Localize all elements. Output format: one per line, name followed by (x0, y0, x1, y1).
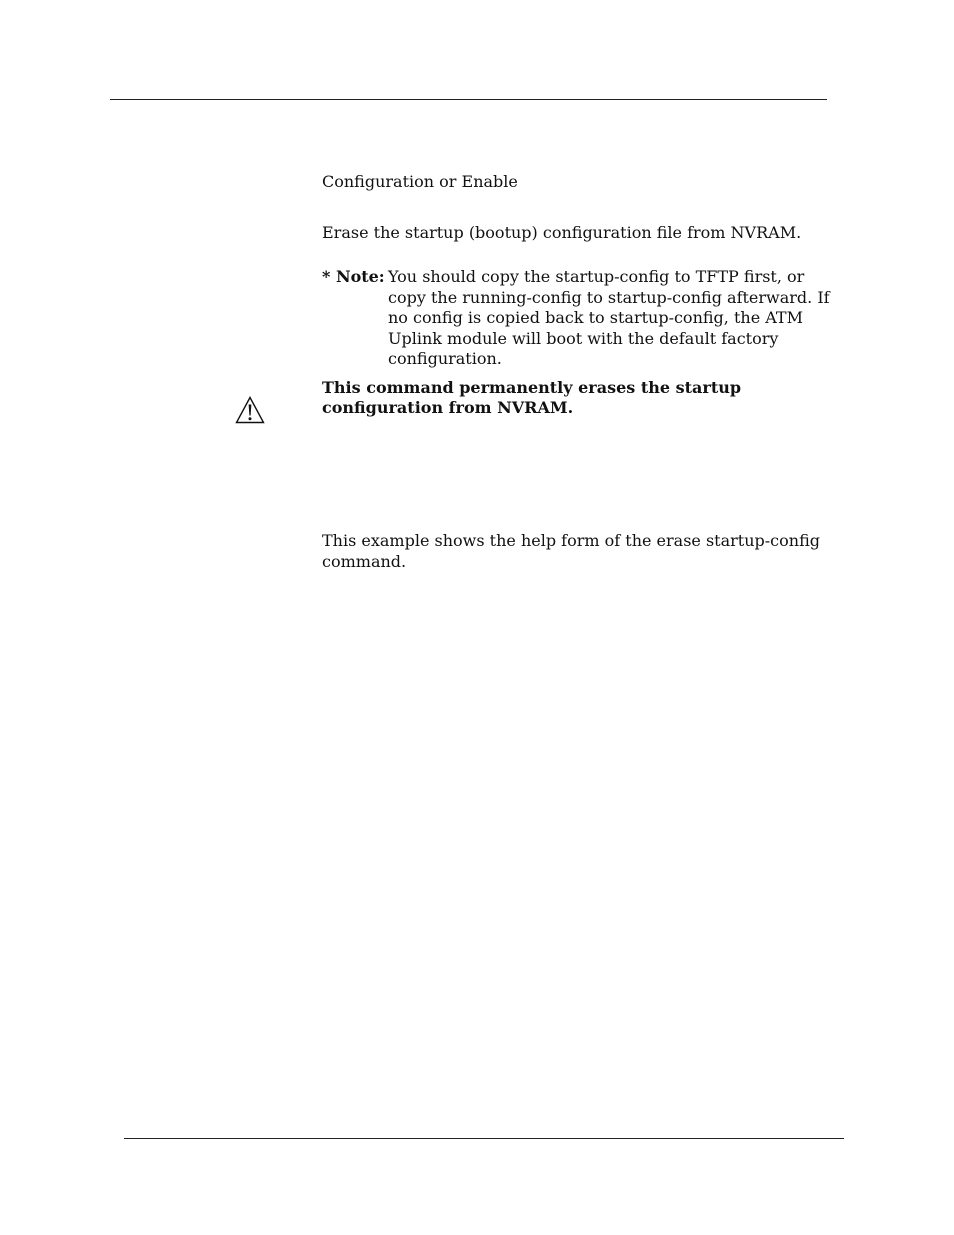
description-text: Erase the startup (bootup) configuration file from NVRAM. (322, 223, 802, 242)
note-label: * Note: (322, 267, 385, 286)
footer-rule (124, 1138, 844, 1139)
header-rule (110, 99, 827, 100)
note-block (322, 267, 832, 370)
example-text: This example shows the help form of the erase startup-config command. (322, 531, 820, 571)
mode-text: Configuration or Enable (322, 172, 518, 191)
warning-triangle-icon (235, 396, 265, 424)
note-body: You should copy the startup-config to TFTP first, or copy the running-config to startup-config afterward. If no config is copied back to startup-config, the ATM Uplink module will boot with the default factory configuration. (388, 267, 830, 368)
caution-text: This command permanently erases the startup configuration from NVRAM. (322, 378, 742, 417)
